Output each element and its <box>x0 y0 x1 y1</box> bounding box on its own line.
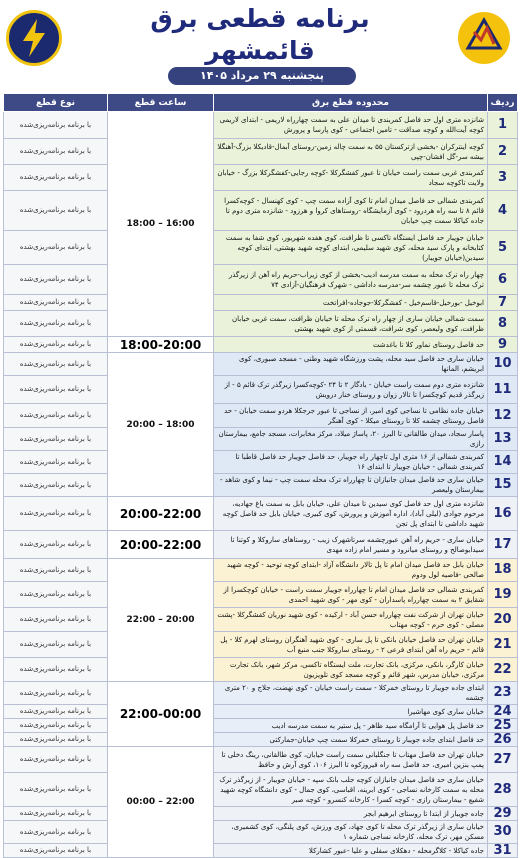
outage-area: شانزده متری اول حد فاصل کمربندی تا میدان علی به سمت چهارراه لاریمی - ابتدای لاریمی کوچه آیت‌الله و کوچه صداقت - تامین اجتماعی - کوی پارسا و پرورش <box>214 112 488 139</box>
row-number: 3 <box>488 165 518 191</box>
outage-area: حد فاصل ابتدای جاده جویبار تا روستای خمرکلا سمت چپ خیابان-جمارکتی <box>214 733 488 747</box>
column-header-area: محدوده قطع برق <box>214 94 488 112</box>
outage-type: با برنامه برنامه‌ریزی‌شده <box>4 337 108 353</box>
table-row <box>4 632 518 658</box>
row-number: 20 <box>488 608 518 632</box>
outage-area: خیابان تهران از شرکت نفت چهارراه حسن آباد - ارکیده - کوی شهید نوریان کفشگرکلا -پشت مصلی - کوی حرم - کوچه مهتاب <box>214 608 488 632</box>
outage-type: با برنامه برنامه‌ریزی‌شده <box>4 191 108 231</box>
outage-type: با برنامه برنامه‌ریزی‌شده <box>4 632 108 658</box>
table-row <box>4 719 518 733</box>
table-row <box>4 295 518 311</box>
page-title: برنامه قطعی برق <box>150 4 370 33</box>
row-number: 13 <box>488 428 518 451</box>
table-row <box>4 559 518 582</box>
outage-type: با برنامه برنامه‌ریزی‌شده <box>4 844 108 858</box>
outage-type: با برنامه برنامه‌ریزی‌شده <box>4 773 108 807</box>
table-row <box>4 311 518 337</box>
outage-type: با برنامه برنامه‌ریزی‌شده <box>4 682 108 705</box>
outage-type: با برنامه برنامه‌ریزی‌شده <box>4 531 108 559</box>
outage-type: با برنامه برنامه‌ریزی‌شده <box>4 705 108 719</box>
table-row <box>4 705 518 719</box>
column-header-type: نوع قطع <box>4 94 108 112</box>
table-row <box>4 733 518 747</box>
table-row <box>4 807 518 821</box>
row-number: 30 <box>488 821 518 844</box>
table-row <box>4 165 518 191</box>
outage-area: حد فاصل روستای نماور کلا تا باغدشت <box>214 337 488 353</box>
outage-area: کمربندی غربی سمت راست خیابان تا عبور کفشگرکلا -کوچه رجایی-کفشگرکلا بزرگ - خیابان ولایت تاکوچه سجاد <box>214 165 488 191</box>
row-number: 15 <box>488 474 518 497</box>
table-row <box>4 844 518 858</box>
outage-type: با برنامه برنامه‌ریزی‌شده <box>4 376 108 404</box>
table-row <box>4 582 518 608</box>
table-row <box>4 428 518 451</box>
outage-area: خیابان ساری حد فاصل میدان جانبازان تا چهارراه ترک محله سمت چپ - نیما و کوی شاهد - بیمارستان ولیعصر <box>214 474 488 497</box>
row-number: 27 <box>488 747 518 773</box>
outage-area: جاده جویبار از ابتدا تا روستای ابرهیم ابجر <box>214 807 488 821</box>
lightning-bolt-icon <box>6 10 62 66</box>
outage-area: خیابان ساری حد فاصل سید محله، پشت ورزشگاه شهید وطنی - مسجد صبوری، کوی ابریشم، المانها <box>214 353 488 376</box>
table-row <box>4 773 518 807</box>
outage-area: خیابان ساری کوی مهاشیرا <box>214 705 488 719</box>
column-header-row: ردیف <box>488 94 518 112</box>
outage-schedule-table <box>3 93 518 858</box>
outage-type: با برنامه برنامه‌ریزی‌شده <box>4 733 108 747</box>
outage-area: ابتدای جاده جویبار تا روستای خمرکلا - سمت راست خیابان - کوی نهضت، جلاج و ۲۰ متری چشمه <box>214 682 488 705</box>
outage-area: پاسار سجاد، میدان طالقانی تا البرز ۲۰، پاساژ میلاد، مرکز مخابرات، مسجد جامع، بیمارستان رازی <box>214 428 488 451</box>
table-row <box>4 376 518 404</box>
row-number: 1 <box>488 112 518 139</box>
outage-type: با برنامه برنامه‌ریزی‌شده <box>4 311 108 337</box>
outage-time: 20:00-22:00 <box>108 497 214 531</box>
outage-type: با برنامه برنامه‌ریزی‌شده <box>4 559 108 582</box>
table-row <box>4 139 518 165</box>
outage-area: خیابان جاده نظامی تا نساجی کوی امیر، از نساجی تا عبور جرجکلا هردو سمت خیابان - حد فاصل روستای چشمه کلا تا روستای میکلا - کوی آهنگر <box>214 404 488 428</box>
row-number: 24 <box>488 705 518 719</box>
table-row <box>4 404 518 428</box>
outage-time: 20:00 – 22:00 <box>108 559 214 682</box>
table-row <box>4 658 518 682</box>
row-number: 19 <box>488 582 518 608</box>
outage-type: با برنامه برنامه‌ریزی‌شده <box>4 474 108 497</box>
table-row <box>4 265 518 295</box>
outage-type: با برنامه برنامه‌ریزی‌شده <box>4 497 108 531</box>
outage-area: کوچه اینترکران -بخشی ازترکستان ۵۵ به سمت چاله زمین-روستای آبمال-قادیکلا بزرگ-آهنگلا بیشه سر-گل افشان-چپی <box>214 139 488 165</box>
outage-type: با برنامه برنامه‌ریزی‌شده <box>4 165 108 191</box>
row-number: 11 <box>488 376 518 404</box>
outage-area: خیابان ساری از زیرگذر ترک محله تا کوی جهاد، کوی ورزش، کوی پلنگی، کوی کشمیری، مسکن مهر، ترک محله، کارخانه نساجی شماره ۱ <box>214 821 488 844</box>
row-number: 8 <box>488 311 518 337</box>
outage-type: با برنامه برنامه‌ریزی‌شده <box>4 747 108 773</box>
row-number: 16 <box>488 497 518 531</box>
outage-area: کمربندی شمالی حد فاصل میدان امام تا کوی آزاده سمت چپ - کوی کهنسال - کوچه‌کسرا قائم ۸ تا سه راه هردرود - کوی آزمایشگاه -روستاهای کروا و هرزود - شانزده متری دوم تا جاده کیاکلا سمت چپ خیابان <box>214 191 488 231</box>
outage-time: 22:00 – 00:00 <box>108 747 214 858</box>
outage-area: خیابان ساری - حریم راه آهن عبورچشمه سرتاشهرک زیب - روستاهای ساروکلا و کوتنا تا سیدابوصالح و روستای میانرود و مسیر امام زاده مهدی <box>214 531 488 559</box>
outage-type: با برنامه برنامه‌ریزی‌شده <box>4 353 108 376</box>
outage-time: 18:00 – 20:00 <box>108 353 214 497</box>
outage-type: با برنامه برنامه‌ریزی‌شده <box>4 821 108 844</box>
column-header-time: ساعت قطع <box>108 94 214 112</box>
outage-area: شانزده متری دوم سمت راست خیابان - بادگار ۲ تا ۲۴ -کوچه‌کسرا زیرگذر ترک قائم ۵ - از زیرگذر قدیم کوچکسرا تا تالار زوان و روستای خنار درویش <box>214 376 488 404</box>
outage-type: با برنامه برنامه‌ریزی‌شده <box>4 658 108 682</box>
row-number: 9 <box>488 337 518 353</box>
table-row <box>4 191 518 231</box>
row-number: 26 <box>488 733 518 747</box>
row-number: 25 <box>488 719 518 733</box>
table-row <box>4 474 518 497</box>
outage-time: 18:00-20:00 <box>108 337 214 353</box>
table-header-row <box>4 94 518 112</box>
outage-area: خیابان جویبار حد فاصل ایستگاه تاکسی تا ظرافت، کوی هفده شهریور، کوی شفا به سمت کتابخانه و پارک سید محله، کوی شهید سلیمی، ابتدای کوچه شهید بهشتی، ابتدای کوچه سیدبن‌(خیابان جویبار) <box>214 231 488 265</box>
date-badge: پنجشنبه ۲۹ مرداد ۱۴۰۵ <box>168 67 356 85</box>
table-row <box>4 497 518 531</box>
row-number: 14 <box>488 451 518 474</box>
outage-type: با برنامه برنامه‌ریزی‌شده <box>4 807 108 821</box>
outage-area: کمربندی شمالی حد فاصل میدان امام تا چهارراه جویبار سمت راست - خیابان کوچکسرا از شقایق ۲ به سمت چهارراه پاسداران - کوی مهر - کوی شهید احمدی <box>214 582 488 608</box>
outage-type: با برنامه برنامه‌ریزی‌شده <box>4 295 108 311</box>
outage-type: با برنامه برنامه‌ریزی‌شده <box>4 719 108 733</box>
outage-area: ابوخیل -بورخیل-قاسم‌خیل - کفشگرکلا-جوجاده-افراتخت <box>214 295 488 311</box>
city-name: قائمشهر <box>205 36 315 65</box>
row-number: 12 <box>488 404 518 428</box>
page-header <box>0 0 520 90</box>
table-row <box>4 682 518 705</box>
row-number: 5 <box>488 231 518 265</box>
table-row <box>4 451 518 474</box>
outage-type: با برنامه برنامه‌ریزی‌شده <box>4 112 108 139</box>
outage-area: خیابان کارگر، بانکی، مرکزی، بانک تجارت، ملت ایستگاه تاکسی، مرکز شهر، بانک تجارت مرکزی، خیابان مدرس، شهر قائم و کوچه مسجد کوی تلویزیون <box>214 658 488 682</box>
row-number: 2 <box>488 139 518 165</box>
row-number: 6 <box>488 265 518 295</box>
outage-type: با برنامه برنامه‌ریزی‌شده <box>4 582 108 608</box>
table-row <box>4 821 518 844</box>
row-number: 17 <box>488 531 518 559</box>
row-number: 4 <box>488 191 518 231</box>
row-number: 29 <box>488 807 518 821</box>
table-row <box>4 531 518 559</box>
outage-type: با برنامه برنامه‌ریزی‌شده <box>4 404 108 428</box>
row-number: 18 <box>488 559 518 582</box>
table-row <box>4 608 518 632</box>
row-number: 7 <box>488 295 518 311</box>
row-number: 31 <box>488 844 518 858</box>
electricity-logo-icon <box>454 10 514 66</box>
outage-area: چهار راه ترک محله به سمت مدرسه ادیب-بخشی از کوی زیراب-حریم راه آهن از زیرگذر ترک محله تا عبور چشمه سر-مدرسه داداشی - شهرک فرهنگیان-آزادی ۷۴ <box>214 265 488 295</box>
outage-area: خیابان تهران حد فاصل خیابان بانکی تا پل ساری - کوی شهید آهنگران روستای لهرم کلا - پل قائم - حریم راه آهن ابتدای فرعی ۲ - روستای ساروکلا جنب منبع آب <box>214 632 488 658</box>
outage-type: با برنامه برنامه‌ریزی‌شده <box>4 231 108 265</box>
outage-type: با برنامه برنامه‌ریزی‌شده <box>4 265 108 295</box>
outage-type: با برنامه برنامه‌ریزی‌شده <box>4 428 108 451</box>
outage-type: با برنامه برنامه‌ریزی‌شده <box>4 139 108 165</box>
row-number: 10 <box>488 353 518 376</box>
outage-area: جاده کیاکلا - کلاگرمحله - دهکلای سفلی و علیا -عبور کشارکلا <box>214 844 488 858</box>
outage-time: 22:00-00:00 <box>108 682 214 747</box>
row-number: 23 <box>488 682 518 705</box>
row-number: 22 <box>488 658 518 682</box>
table-row <box>4 231 518 265</box>
table-row <box>4 112 518 139</box>
outage-time: 20:00-22:00 <box>108 531 214 559</box>
outage-type: با برنامه برنامه‌ریزی‌شده <box>4 608 108 632</box>
outage-area: حد فاصل پل هوایی تا آرامگاه سید ظاهر - پل ستیر به سمت مدرسه ادیب <box>214 719 488 733</box>
outage-type: با برنامه برنامه‌ریزی‌شده <box>4 451 108 474</box>
outage-area: شانزده متری اول حد فاصل کوی سیدین تا میدان علی، خیابان بابل به سمت باغ جهادیه، مرحوم جوادی (لیلی آباد)، اداره آموزش و پرورش، کوی کبیری، خیابان بابل حد فاصل کوچه شهید داداشی تا ابتدای پل تجن <box>214 497 488 531</box>
outage-time: 16:00 – 18:00 <box>108 112 214 337</box>
outage-area: خیابان ساری حد فاصل میدان جانبازان کوچه جلب بانک سپه - خیابان جویبار - از زیرگذر ترک محله به سمت کارخانه نساجی - کوی ابرینه، اقباسی، کوی جمال - کوی دانشگاه کوچه شهید شفیع - بیمارستان رازی - کوچه کسرا - کارخانه کنسرو - کوچه صبر <box>214 773 488 807</box>
table-row <box>4 337 518 353</box>
row-number: 21 <box>488 632 518 658</box>
outage-area: خیابان تهران حد فاصل مهتاب تا جنگلبانی سمت راست خیابان، کوی طالقانی، رینگ دخلی تا پمپ بنزین امیری، حد فاصل سه راه قیروزکوه تا البرز ۱۰۶، کوی آرش و حافظ <box>214 747 488 773</box>
table-row <box>4 747 518 773</box>
outage-area: خیابان بابل حد فاصل میدان امام تا پل تالار دانشگاه آزاد -ابتدای کوچه توحید - کوچه شهید صالحی -فاصیه لول ودوم <box>214 559 488 582</box>
outage-area: کمربندی شمالی از ۱۶ متری اول تاچهار راه جویبار، حد فاصل جویبار حد فاصل قاطبا تا کمربندی شمالی - خیابان جویبار تا ابتدای ۱۶ <box>214 451 488 474</box>
row-number: 28 <box>488 773 518 807</box>
outage-area: سمت شمالی خیابان ساری از چهار راه ترک محله تا خیابان ظرافت، سمت غربی خیابان ظرافت، کوی ولیعصر، کوی شرافت، قسمتی از کوی شهید بهشتی <box>214 311 488 337</box>
table-row <box>4 353 518 376</box>
